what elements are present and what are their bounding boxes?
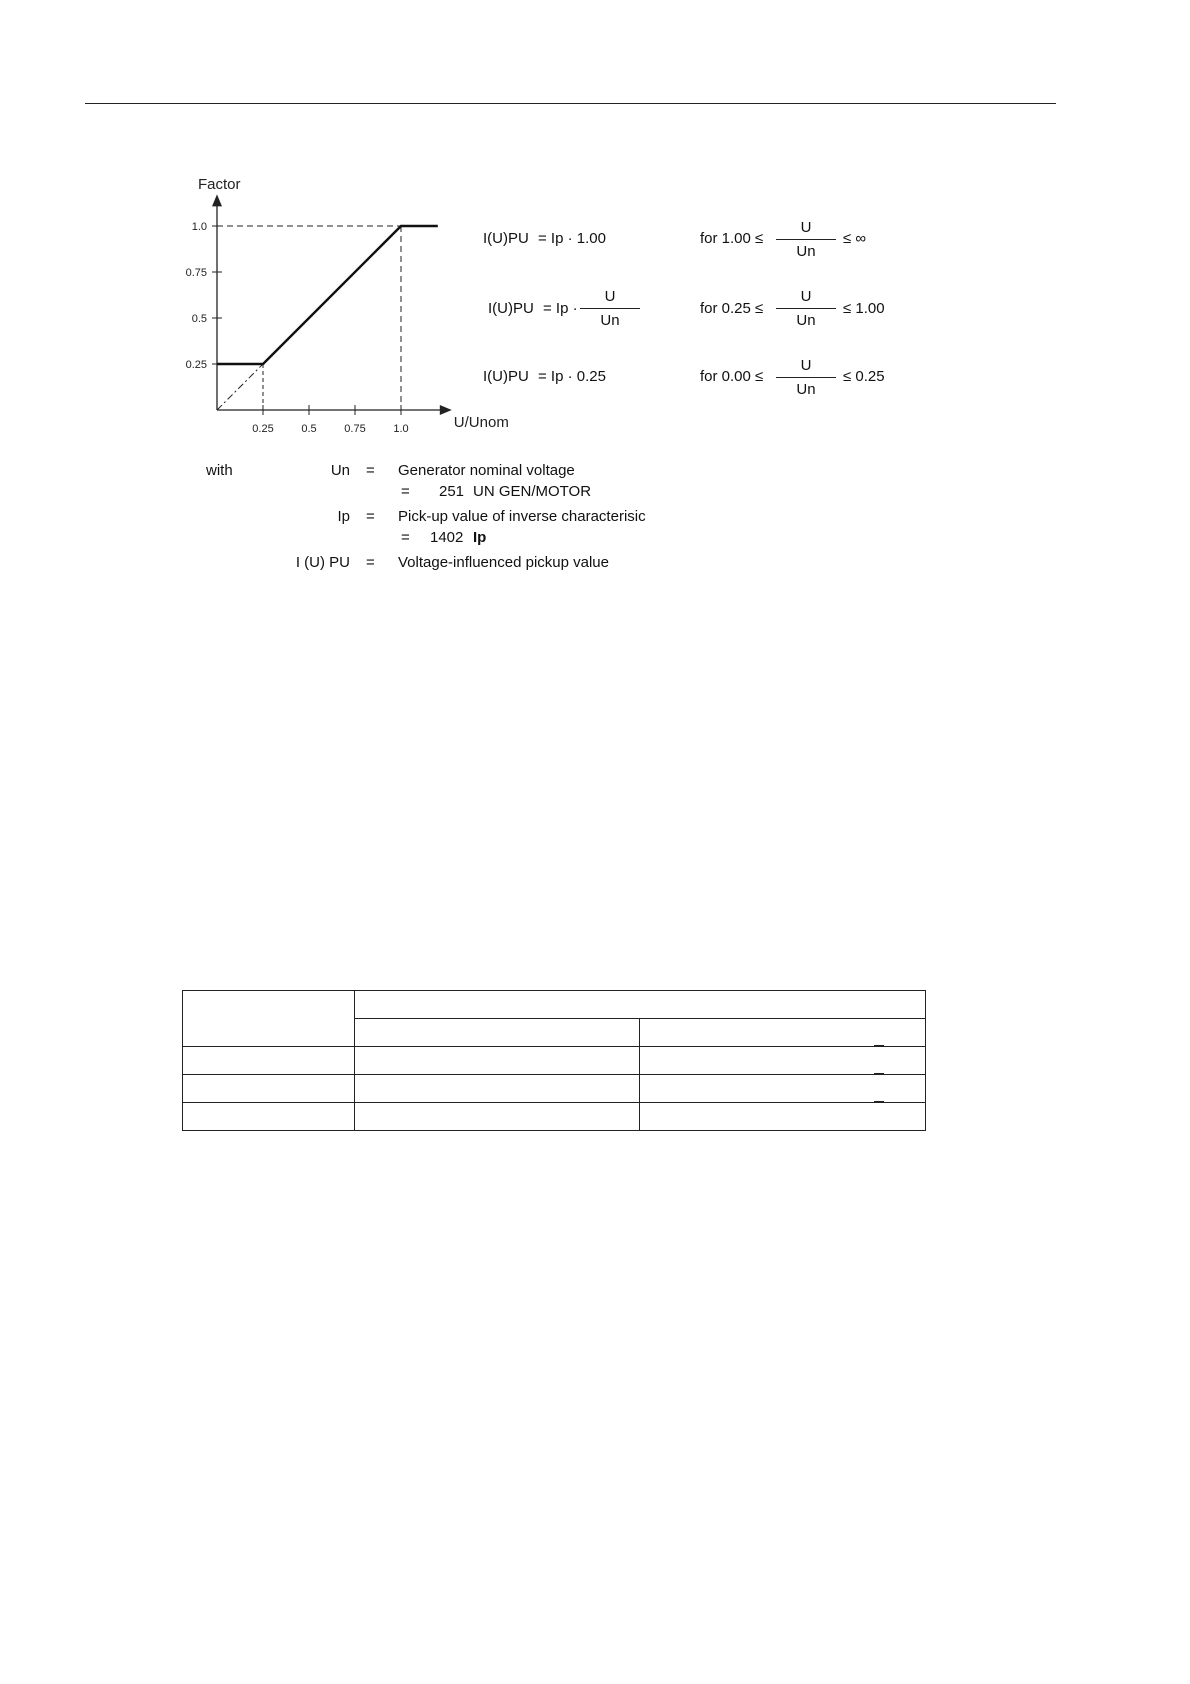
settings-table — [182, 990, 926, 1131]
table-cell — [355, 1075, 640, 1103]
table-cell — [355, 1103, 640, 1131]
legend-ip-addr-equals: = — [401, 529, 410, 546]
table-cell — [640, 1075, 926, 1103]
table-row — [183, 991, 926, 1019]
legend-ip-equals: = — [366, 508, 375, 525]
table-cell — [355, 1019, 640, 1047]
table-cell — [640, 1047, 926, 1075]
y-axis-label: Factor — [198, 176, 241, 193]
legend-ip-address: 1402 — [430, 529, 464, 546]
table-cell — [640, 1103, 926, 1131]
y-tick-label: 1.0 — [191, 221, 207, 233]
legend-un-param: UN GEN/MOTOR — [473, 483, 592, 500]
legend-ip-symbol: Ip — [337, 508, 350, 525]
table-row — [183, 1103, 926, 1131]
eq2-cond-fraction-line — [776, 308, 836, 309]
eq1-rhs: = Ip · 1.00 — [538, 230, 606, 247]
legend-un-symbol: Un — [330, 462, 350, 479]
legend-un-address: 251 — [439, 483, 465, 500]
table-mark — [874, 1073, 884, 1075]
extrapolation-line — [217, 364, 263, 410]
eq1-lhs: I(U)PU — [483, 230, 529, 247]
legend-iupu-equals: = — [366, 554, 375, 571]
eq1-cond-suffix: ≤ ∞ — [843, 230, 867, 247]
eq3-rhs: = Ip · 0.25 — [538, 368, 606, 385]
eq3-cond-num: U — [800, 357, 812, 374]
eq3-cond-suffix: ≤ 0.25 — [843, 368, 885, 385]
series-line-0 — [217, 226, 438, 364]
x-axis-label: U/Unom — [453, 414, 509, 431]
table-mark — [874, 1045, 884, 1047]
legend-un-text: Generator nominal voltage — [398, 462, 575, 479]
eq2-cond-prefix: for 0.25 ≤ — [700, 300, 764, 317]
eq2-rhs-fraction-line — [580, 308, 640, 309]
table-cell — [355, 991, 926, 1019]
table-cell — [183, 991, 355, 1047]
table-cell — [640, 1019, 926, 1047]
header-rule — [85, 103, 1056, 104]
table-row — [183, 1075, 926, 1103]
table-cell — [183, 1075, 355, 1103]
eq2-cond-num: U — [800, 288, 812, 305]
eq1-cond-prefix: for 1.00 ≤ — [700, 230, 764, 247]
table-cell — [183, 1103, 355, 1131]
y-tick-label: 0.75 — [185, 267, 207, 279]
legend-ip-text: Pick-up value of inverse characterisic — [398, 508, 646, 525]
table-row — [183, 1047, 926, 1075]
eq2-cond-den: Un — [796, 312, 816, 329]
eq3-cond-den: Un — [796, 381, 816, 398]
x-tick-label: 1.0 — [393, 423, 409, 435]
eq2-rhs-num: U — [604, 288, 616, 305]
eq2-rhs-den: Un — [600, 312, 620, 329]
legend-un-addr-equals: = — [401, 483, 410, 500]
eq3-cond-fraction-line — [776, 377, 836, 378]
eq1-cond-num: U — [800, 219, 812, 236]
eq2-rhs: = Ip · — [543, 300, 578, 317]
y-axis-arrow — [212, 194, 222, 206]
y-tick-label: 0.25 — [185, 359, 207, 371]
x-tick-label: 0.25 — [252, 423, 274, 435]
table-cell — [355, 1047, 640, 1075]
legend-iupu-text: Voltage-influenced pickup value — [398, 554, 609, 571]
table-cell — [183, 1047, 355, 1075]
legend-ip-param: Ip — [473, 529, 487, 546]
x-tick-label: 0.5 — [301, 423, 317, 435]
y-tick-label: 0.5 — [191, 313, 207, 325]
x-tick-label: 0.75 — [344, 423, 366, 435]
eq1-cond-fraction-line — [776, 239, 836, 240]
legend-with: with — [206, 462, 233, 479]
eq2-cond-suffix: ≤ 1.00 — [843, 300, 885, 317]
legend-un-equals: = — [366, 462, 375, 479]
table-mark — [874, 1101, 884, 1103]
eq2-lhs: I(U)PU — [488, 300, 534, 317]
legend-iupu-symbol: I (U) PU — [295, 554, 350, 571]
eq1-cond-den: Un — [796, 243, 816, 260]
eq3-cond-prefix: for 0.00 ≤ — [700, 368, 764, 385]
x-axis-arrow — [440, 405, 452, 415]
eq3-lhs: I(U)PU — [483, 368, 529, 385]
